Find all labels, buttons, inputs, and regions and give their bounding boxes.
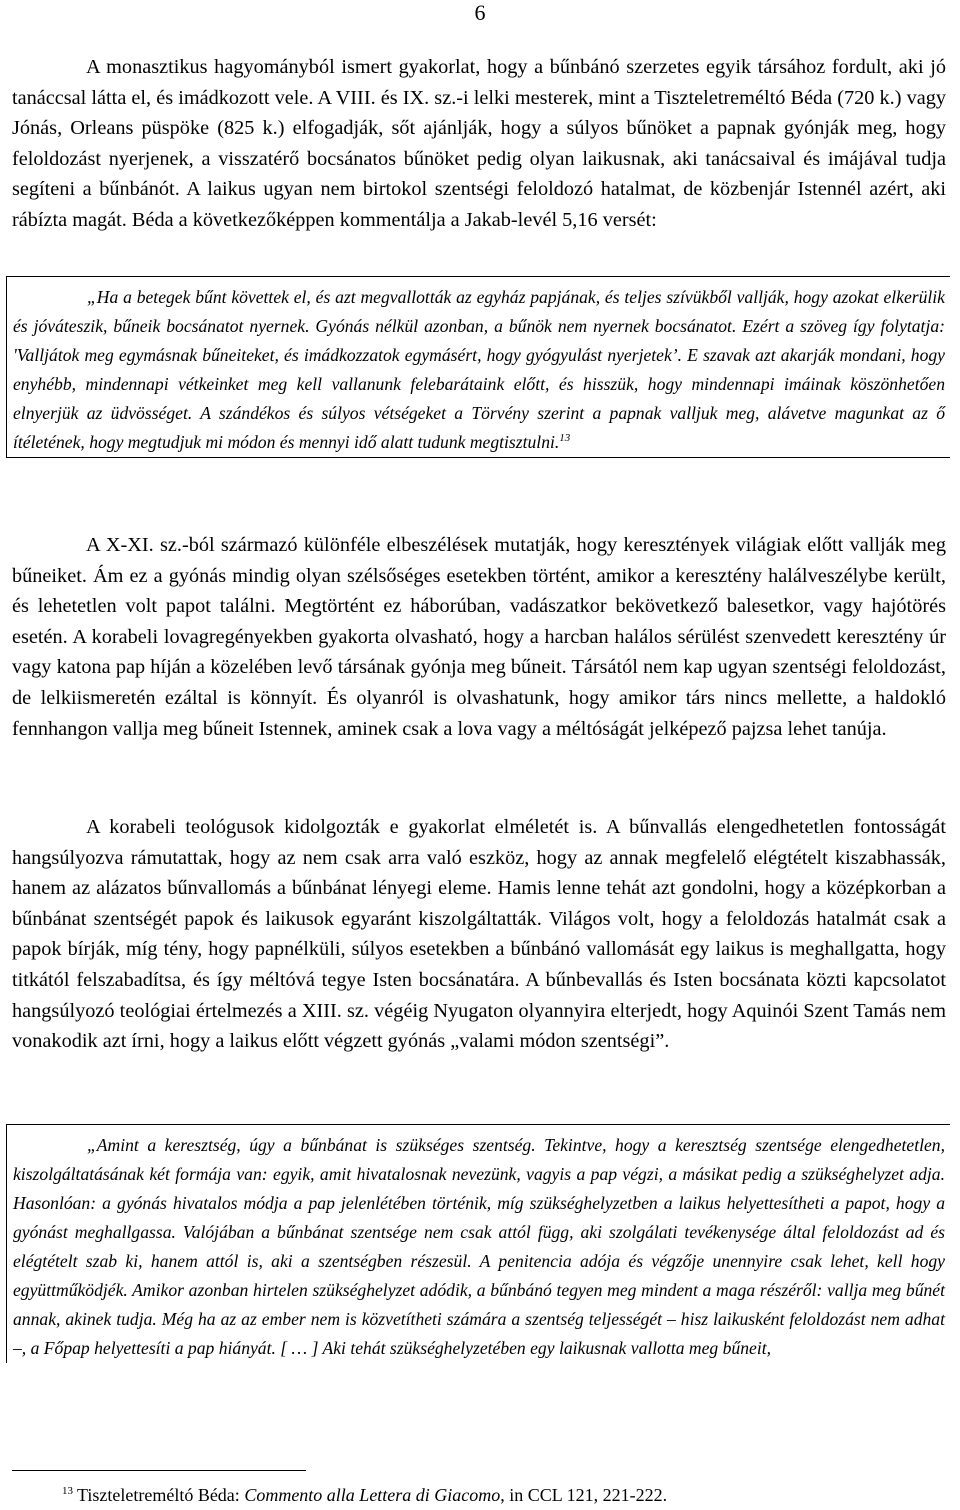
quote-box-beda xyxy=(6,276,950,458)
footnote-author: Tiszteletreméltó Béda: xyxy=(77,1485,245,1505)
footnote-13 xyxy=(62,1484,667,1506)
paragraph-lay-confession-narratives: A X-XI. sz.-ból származó különféle elbeszélések mutatják, hogy keresztények világiak előtt vallják meg bűneiket. Ám ez a gyónás mindig olyan szélsőséges esetekben történt, amikor a keresztény halálveszélybe került, és lehetetlen volt papot találni. Megtörtént ez háborúban, vadászatkor bekövetkező balesetkor, vagy hajótörés esetén. A korabeli lovagregényekben gyakorta olvasható, hogy a harcban halálos sérülést szenvedett keresztény úr vagy katona pap híján a közelében levő társának gyónja meg bűneit. Társától nem kap ugyan szentségi feloldozást, de lelkiismeretén ezáltal is könnyít. És olyanról is olvashatunk, hogy amikor társ nincs mellette, a haldokló fennhangon vallja meg bűneit Istennek, aminek csak a lova vagy a méltóságát jelképező pajzsa lehet tanúja. xyxy=(12,534,946,740)
footnote-separator xyxy=(12,1470,306,1471)
quote-box-aquinas xyxy=(6,1124,950,1363)
paragraph-text: A monasztikus hagyományból ismert gyakorlat, hogy a bűnbánó szerzetes egyik társához fordult, aki jó tanáccsal látta el, és imádkozott vele. A VIII. és IX. sz.-i lelki mesterek, mint a Tiszteletreméltó Béda (720 k.) vagy Jónás, Orleans püspöke (825 k.) elfogadják, sőt ajánlják, hogy a súlyos bűnöket a papnak gyónják meg, hogy feloldozást nyerjenek, a visszatérő bocsánatos bűnöket pedig olyan laikusnak, aki tanácsaival és imájával tudja segíteni a bűnbánót. xyxy=(12,56,946,201)
footnote-title: Commento alla Lettera di Giacomo xyxy=(244,1485,501,1505)
footnote-reference[interactable]: 13 xyxy=(559,432,571,445)
paragraph-text-continued: A laikus ugyan nem birtokol szentségi feloldozó hatalmat, de közbenjár Istennél azért, aki rábízta magát. Béda a következőképpen kommentálja a Jakab-levél 5,16 versét: xyxy=(12,178,947,231)
footnote-number: 13 xyxy=(62,1485,73,1497)
quote-text: „Ha a betegek bűnt követtek el, és azt megvallották az egyház papjának, és teljes szívükből vallják, hogy azokat elkerülik és jóváteszik, bűneik bocsánatot nyernek. Gyónás nélkül azonban, a bűnök nem nyernek bocsánatot. Ezért a szöveg így folytatja: 'Valljátok meg egymásnak bűneiteket, és imádkozzatok egymásért, hogy gyógyulást nyerjetek’. E szavak azt akarják mondani, hogy enyhébb, mindennapi vétkeinket meg kell vallanunk felebarátaink előtt, és hisszük, hogy mindennapi imáinak köszönhetően elnyerjük az üdvösséget. A szándékos és súlyos vétségeket a Törvény szerint a papnak valljuk meg, alávetve magunkat az ő ítéletének, hogy megtudjuk mi módon és mennyi idő alatt tudunk megtisztulni. xyxy=(13,287,945,452)
quote-beda xyxy=(13,283,945,457)
page-number: 6 xyxy=(474,0,486,25)
quote-aquinas: „Amint a keresztség, úgy a bűnbánat is szükséges szentség. Tekintve, hogy a keresztség szentsége elengedhetetlen, kiszolgáltatásának két formája van: egyik, amit hivatalosnak nevezünk, vagyis a pap végzi, a másikat pedig a szükséghelyzet adja. Hasonlóan: a gyónás hivatalos módja a pap jelenlétében történik, míg szükséghelyzetben a laikus helyettesítheti a papot, hogy a gyónást meghallgassa. Valójában a bűnbánat szentsége nem csak attól függ, aki szolgálati tevékenysége által feloldozást ad és elégtételt szab ki, hanem attól is, aki a szentségben részesül. A penitencia adója és végzője unennyire csak lehet, kell hogy együttműködjék. Amikor azonban hirtelen szükséghelyzet adódik, a bűnbánó tegyen meg mindent a maga részéről: vallja meg bűnét annak, akinek tudja. Még ha az az ember nem is közvetítheti számára a szentség teljességét – hisz laikusként feloldozást nem adhat –, a Főpap helyettesíti a pap hiányát. [ … ] Aki tehát szükséghelyzetében egy laikusnak vallotta meg bűneit, xyxy=(13,1135,945,1358)
footnote-citation: , in CCL 121, 221-222. xyxy=(500,1485,668,1505)
paragraph-monastic-tradition xyxy=(12,52,946,236)
paragraph-theologians: A korabeli teológusok kidolgozták e gyakorlat elméletét is. A bűnvallás elengedhetetlen fontosságát hangsúlyozva rámutattak, hogy az nem csak arra való eszköz, hogy az annak megfelelő elégtételt kiszabhassák, hanem az alázatos bűnvallomás a bűnbánat lényegi eleme. Hamis lenne tehát azt gondolni, hogy a középkorban a bűnbánat szentségét papok és laikusok egyaránt kiszolgáltatták. Világos volt, hogy a feloldozás hatalmát csak a papok bírják, míg tény, hogy papnélküli, súlyos esetekben a bűnbánó vallomását egy laikus is meghallgatta, hogy titkától felszabadítsa, és így méltóvá tegye Isten bocsánatára. A bűnbevallás és Isten bocsánata közti kapcsolatot hangsúlyozó teológiai értelmezés a XIII. sz. végéig Nyugaton olyannyira elterjedt, hogy Aquinói Szent Tamás nem vonakodik azt írni, hogy a laikus előtt végzett gyónás „valami módon szentségi”. xyxy=(12,816,946,1053)
